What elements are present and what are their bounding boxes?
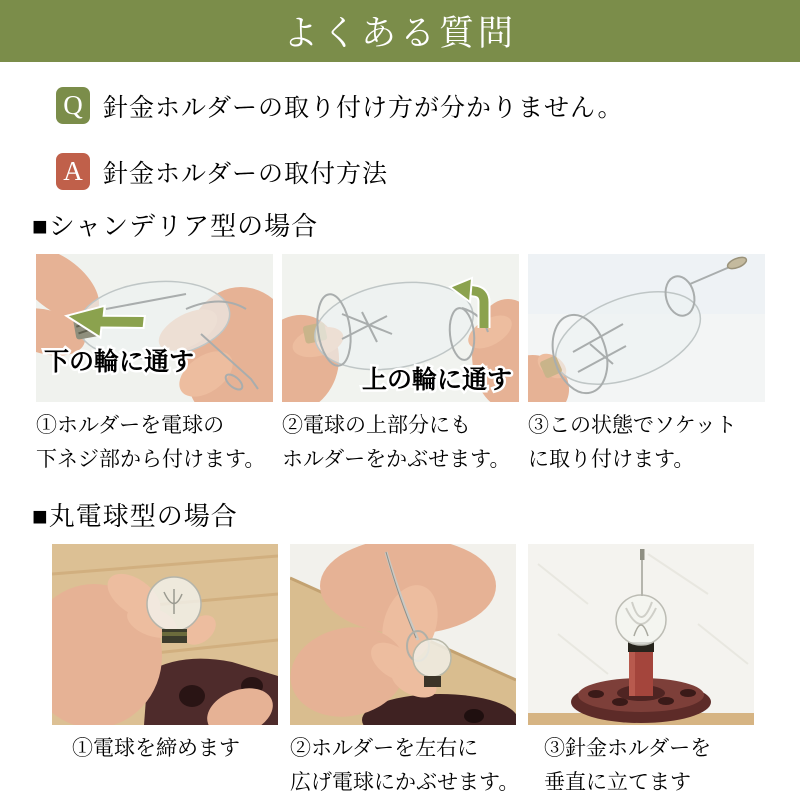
round-steps-row	[52, 544, 800, 799]
round-step-2	[290, 544, 520, 799]
caption-line-1: ②ホルダーを左右に	[290, 736, 479, 760]
caption-line-1: ①ホルダーを電球の	[36, 413, 225, 437]
round-step-1	[52, 544, 278, 799]
caption-line-2: 広げ電球にかぶせます。	[290, 770, 520, 794]
round-step-3	[528, 544, 754, 799]
caption-line-2: 垂直に立てます	[544, 770, 691, 794]
answer-badge: A	[56, 153, 90, 190]
page-title: よくある質問	[282, 14, 517, 53]
step-caption	[36, 408, 273, 476]
step-caption	[282, 408, 519, 476]
bulb	[616, 595, 666, 645]
step-caption	[290, 731, 520, 799]
caption-line-1: ③針金ホルダーを	[544, 736, 712, 760]
step-caption	[528, 408, 765, 476]
chandelier-step-3	[528, 254, 765, 476]
caption-line-1: ③この状態でソケット	[528, 413, 737, 437]
photo-chandelier-step3	[528, 254, 765, 402]
chandelier-step-2	[282, 254, 519, 476]
section-heading-chandelier: ■シャンデリア型の場合	[32, 212, 319, 241]
chandelier-steps-row	[36, 254, 800, 476]
photo-round-step2	[290, 544, 516, 725]
step-caption	[528, 731, 754, 799]
photo-chandelier-step2	[282, 254, 519, 402]
answer-text: 針金ホルダーの取付方法	[103, 160, 389, 188]
photo-chandelier-step1	[36, 254, 273, 402]
question-badge: Q	[56, 87, 90, 124]
caption-line-2: に取り付けます。	[528, 447, 695, 471]
overlay-label: 上の輪に通す	[361, 366, 512, 394]
caption-line-2: ホルダーをかぶせます。	[282, 447, 511, 471]
question-text: 針金ホルダーの取り付け方が分かりません。	[103, 94, 624, 122]
overlay-label: 下の輪に通す	[44, 348, 195, 376]
photo-round-step3	[528, 544, 754, 725]
caption-line-1: ①電球を締めます	[72, 736, 240, 760]
photo-round-step1	[52, 544, 278, 725]
caption-line-1: ②電球の上部分にも	[282, 413, 471, 437]
socket-stem	[628, 642, 654, 696]
section-heading-round: ■丸電球型の場合	[32, 502, 238, 531]
step-caption	[52, 731, 278, 765]
page-header	[0, 0, 800, 62]
caption-line-2: 下ネジ部から付けます。	[36, 447, 266, 471]
question-row	[56, 87, 800, 124]
chandelier-step-1	[36, 254, 273, 476]
answer-row	[56, 153, 800, 190]
